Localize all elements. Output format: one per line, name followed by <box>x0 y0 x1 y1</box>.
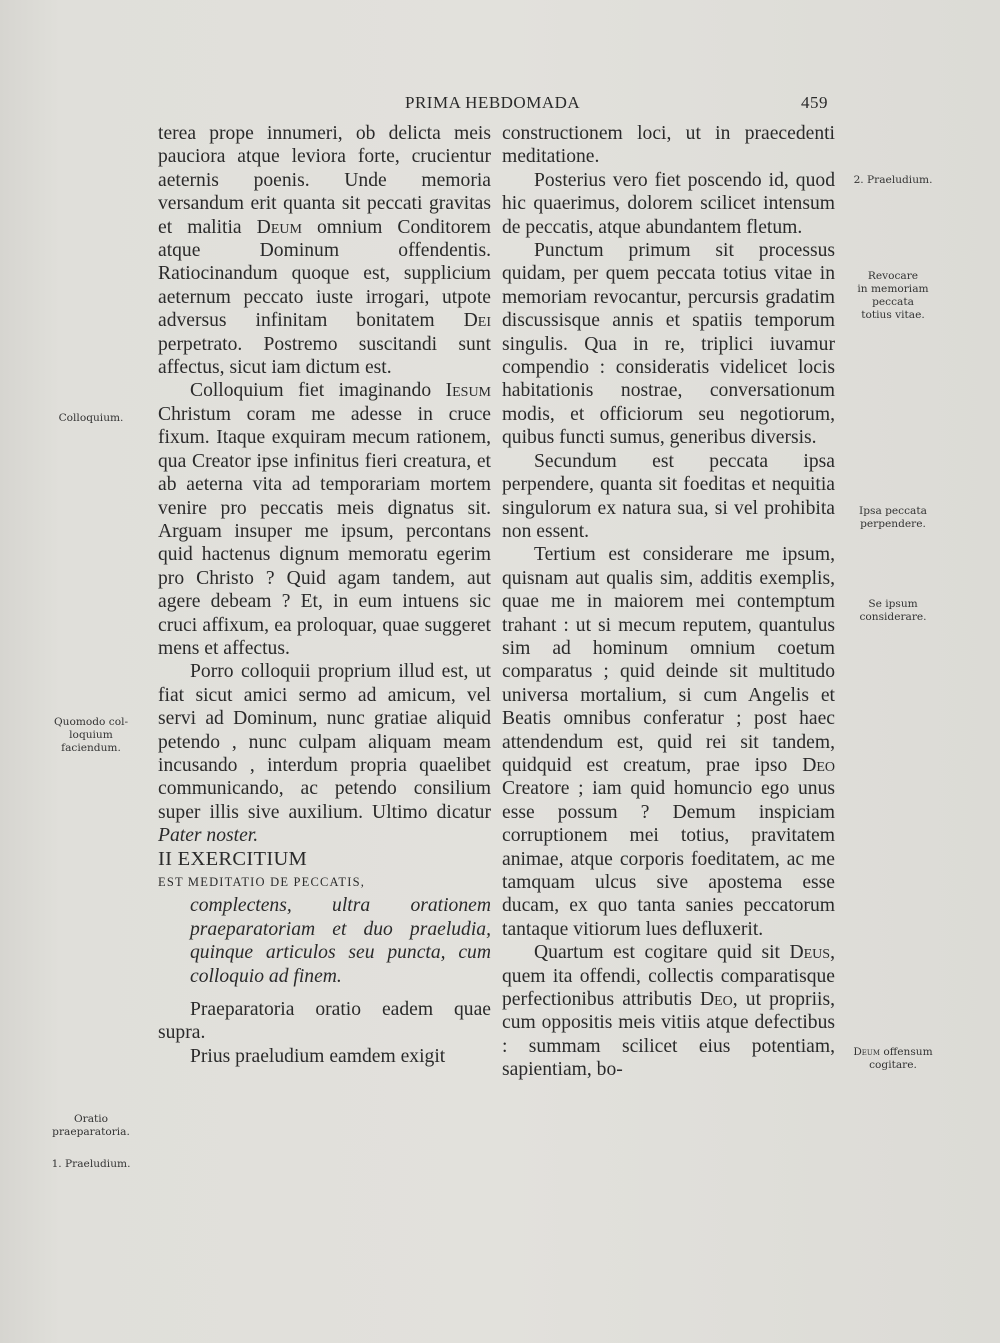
margin-note-colloquium: Colloquium. <box>58 412 124 424</box>
margin-note-praeludium-2: 2. Praeludium. <box>853 174 933 186</box>
paragraph: constructionem loci, ut in praecedenti meditatione. <box>502 123 835 168</box>
exercise-heading: II EXERCITIUM <box>158 847 308 870</box>
paragraph: terea prope innumeri, ob delicta meis pauciora atque leviora forte, crucientur aeternis poenis. Unde memoria versandum erit quanta sit peccati gravitas et malitia Deum omnium Conditorem atque Dominum offendentis. Ratiocinandum quoque est, supplicium aeternum peccato iuste irrogari, utpote adversus infinitam bonitatem Dei perpetrato. Postremo suscitandi sunt affectus, sicut iam dictum est. <box>158 123 492 379</box>
right-text-column <box>502 122 835 1082</box>
margin-note-quomodo: Quomodo col- loquium faciendum. <box>53 716 129 754</box>
exercise-intro: complectens, ultra orationem praeparatoriam et duo praeludia, quinque articulos seu puncta, cum colloquio ad finem. <box>190 895 491 987</box>
paragraph-colloquii-proprium: Porro colloquii proprium illud est, ut fiat sicut amici sermo ad amicum, vel servi ad Dominum, nunc gratiae aliquid petendo , nunc culpam aliquam meam incusando , interdum propria quaelibet communicando, ac petendo consilium super illis sive auxilium. Ultimo dicatur Pater noster. <box>158 661 491 847</box>
paragraph-quartum: Quartum est cogitare quid sit Deus, quem ita offendi, collectis comparatisque perfectionibus attributis Deo, ut propriis, cum oppositis meis vitiis atque defectibus : summam scilicet eius potentiam, sapientiam, bo- <box>502 942 835 1081</box>
paragraph-praeludium: Prius praeludium eamdem exigit <box>190 1045 446 1067</box>
exercise-subheading: EST MEDITATIO DE PECCATIS, <box>158 875 366 889</box>
margin-note-revocare: Revocare in memoriam peccata totius vitae. <box>857 270 929 321</box>
paragraph-tertium: Tertium est considerare me ipsum, quisnam aut qualis sim, additis exemplis, quae me in maiorem mei contemptum trahant : ut si mecum reputem, quantulus sim ad hominum omnium coetum comparatus ; quid deinde sit multitudo universa mortalium, si cum Angelis et Beatis omnibus conferatur ; post haec attendendum est, quid rei sit tandem, quidquid est creatum, prae ipso Deo Creatore ; iam quid homuncio ego unus esse possum ? Demum inspiciam corruptionem mei totius, pravitatem animae, atque corporis foeditatem, ac me tamquam ulcus sive apostema esse ducam, ex quo tanta sanies peccatorum tantaque vitiorum lues defluxerit. <box>502 544 835 940</box>
left-text-column <box>158 122 491 1068</box>
margin-note-oratio: Oratio praeparatoria. <box>52 1113 130 1138</box>
paragraph-oratio: Praeparatoria oratio eadem quae supra. <box>158 999 491 1044</box>
page-number: 459 <box>801 93 828 112</box>
margin-note-praeludium-1: 1. Praeludium. <box>51 1158 131 1170</box>
margin-note-ipsa-peccata: Ipsa peccata perpendere. <box>859 505 927 530</box>
running-title: PRIMA HEBDOMADA <box>405 93 581 112</box>
margin-note-se-ipsum: Se ipsum considerare. <box>859 598 927 623</box>
paragraph-posterius: Posterius vero fiet poscendo id, quod hic quaerimus, dolorem scilicet intensum de peccatis, atque abundantem fletum. <box>502 169 835 238</box>
paragraph-punctum-primum: Punctum primum sit processus quidam, per quem peccata totius vitae in memoriam revocantur, percursis gradatim discussisque annis et spatiis temporum singulis. Qua in re, triplici iuvamur compendio : consideratis videlicet locis habitationis nostrae, conversationum modis, et officiorum seu negotiorum, quibus functi sumus, generibus diversis. <box>502 240 835 449</box>
paragraph-colloquium: Colloquium fiet imaginando Iesum Christum coram me adesse in cruce fixum. Itaque exquiram mecum rationem, qua Creator ipse infinitus fieri creatura, et ab aeterna vita ad temporariam mortem venire pro peccatis meis dignatus sit. Arguam insuper me ipsum, percontans quid hactenus dignum memoratu egerim pro Christo ? Quid agam tandem, aut agere debeam ? Et, in eum intuens sic cruci affixum, ea proloquar, quae suggeret mens et affectus. <box>158 380 491 659</box>
margin-note-deum-offensum: Deum offensum cogitare. <box>853 1046 933 1071</box>
paragraph-secundum: Secundum est peccata ipsa perpendere, quanta sit foeditas et nequitia singulorum ex natura sua, si vel prohibita non essent. <box>502 450 835 542</box>
